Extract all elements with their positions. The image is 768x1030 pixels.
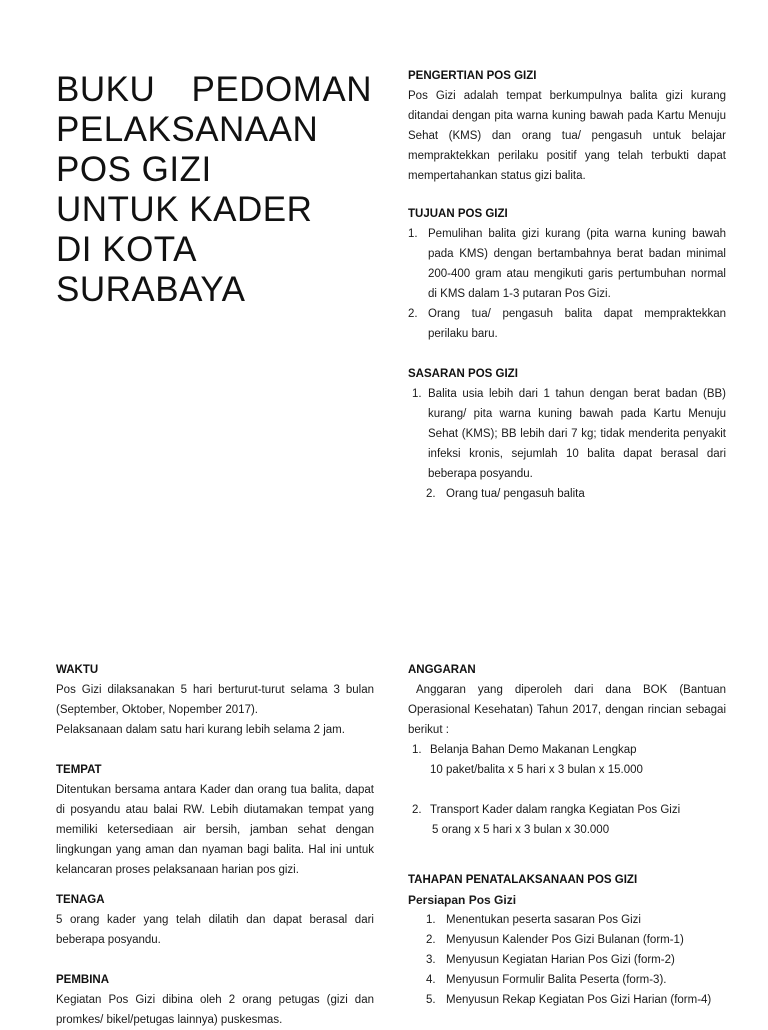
list-item: 2. Menyusun Kalender Pos Gizi Bulanan (form-1) <box>426 934 684 946</box>
list-item: 2. Orang tua/ pengasuh balita dapat mempraktekkan perilaku baru. <box>408 308 726 340</box>
title-line-5: DI KOTA <box>56 230 197 269</box>
bottom-left-column <box>56 660 374 1030</box>
pembina-text: Kegiatan Pos Gizi dibina oleh 2 orang petugas (gizi dan promkes/ bikel/petugas lainnya) puskesmas. <box>56 994 374 1026</box>
title-line-3: POS GIZI <box>56 150 212 189</box>
waktu-text-2: Pelaksanaan dalam satu hari kurang lebih selama 2 jam. <box>56 724 345 736</box>
anggaran-heading: ANGGARAN <box>408 664 476 676</box>
top-right-column <box>408 66 726 504</box>
anggaran-list <box>408 740 726 840</box>
tahapan-heading: TAHAPAN PENATALAKSANAAN POS GIZI <box>408 874 638 886</box>
tempat-text: Ditentukan bersama antara Kader dan orang tua balita, dapat di posyandu atau balai RW. Lebih diutamakan tempat yang memiliki ketersediaan air bersih, jamban sehat dengan lingkungan yang aman dan nyaman bagi balita. Hal ini untuk kelancaran proses pelaksanaan harian pos gizi. <box>56 784 374 876</box>
waktu-heading: WAKTU <box>56 664 99 676</box>
waktu-text: Pos Gizi dilaksanakan 5 hari berturut-turut selama 3 bulan (September, Oktober, Nopember 2017). <box>56 684 374 716</box>
title-line-2: PELAKSANAAN <box>56 110 319 149</box>
bottom-right-column <box>408 660 726 1010</box>
tenaga-text: 5 orang kader yang telah dilatih dan dapat berasal dari beberapa posyandu. <box>56 914 374 946</box>
list-item: 1. Menentukan peserta sasaran Pos Gizi <box>426 914 641 926</box>
title-word-buku: BUKU <box>56 70 156 109</box>
list-item: 2. Transport Kader dalam rangka Kegiatan Pos Gizi <box>412 804 681 816</box>
document-title <box>56 70 372 310</box>
pengertian-text: Pos Gizi adalah tempat berkumpulnya balita gizi kurang ditandai dengan pita warna kuning bawah pada Kartu Menuju Sehat (KMS) dan orang tua/ pengasuh untuk belajar mempraktekkan perilaku positif yang telah terbukti dapat mempertahankan status gizi balita. <box>408 90 726 182</box>
sasaran-list <box>408 384 726 504</box>
anggaran-intro: Anggaran yang diperoleh dari dana BOK (Bantuan Operasional Kesehatan) Tahun 2017, dengan rincian sebagai berikut : <box>408 684 726 736</box>
title-word-pedoman: PEDOMAN <box>191 70 372 109</box>
list-item: 3. Menyusun Kegiatan Harian Pos Gizi (form-2) <box>426 954 675 966</box>
tempat-heading: TEMPAT <box>56 764 102 776</box>
title-line-1 <box>56 70 372 110</box>
title-line-6: SURABAYA <box>56 270 246 309</box>
tujuan-list <box>408 224 726 344</box>
list-item: 1. Balita usia lebih dari 1 tahun dengan berat badan (BB) kurang/ pita warna kuning bawah pada Kartu Menuju Sehat (KMS); BB lebih dari 7 kg; tidak menderita penyakit infeksi kronis, sejumlah 10 balita dapat berasal dari beberapa posyandu. <box>412 388 726 480</box>
pembina-heading: PEMBINA <box>56 974 110 986</box>
tahapan-list <box>408 910 726 1010</box>
list-item: 2. Orang tua/ pengasuh balita <box>426 488 585 500</box>
tujuan-heading: TUJUAN POS GIZI <box>408 208 508 220</box>
list-item-detail: 5 orang x 5 hari x 3 bulan x 30.000 <box>432 824 610 836</box>
list-item: 1. Pemulihan balita gizi kurang (pita warna kuning bawah pada KMS) dengan bertambahnya berat badan minimal 200-400 gram atau mengikuti garis pertumbuhan normal di KMS dalam 1-3 putaran Pos Gizi. <box>408 228 726 300</box>
sasaran-heading: SASARAN POS GIZI <box>408 368 518 380</box>
pengertian-heading: PENGERTIAN POS GIZI <box>408 70 537 82</box>
tenaga-heading: TENAGA <box>56 894 105 906</box>
list-item: 5. Menyusun Rekap Kegiatan Pos Gizi Harian (form-4) <box>426 994 712 1006</box>
list-item-detail: 10 paket/balita x 5 hari x 3 bulan x 15.000 <box>430 764 643 776</box>
list-item: 4. Menyusun Formulir Balita Peserta (form-3). <box>426 974 667 986</box>
title-line-4: UNTUK KADER <box>56 190 313 229</box>
persiapan-subheading: Persiapan Pos Gizi <box>408 893 517 907</box>
list-item: 1. Belanja Bahan Demo Makanan Lengkap <box>412 744 637 756</box>
